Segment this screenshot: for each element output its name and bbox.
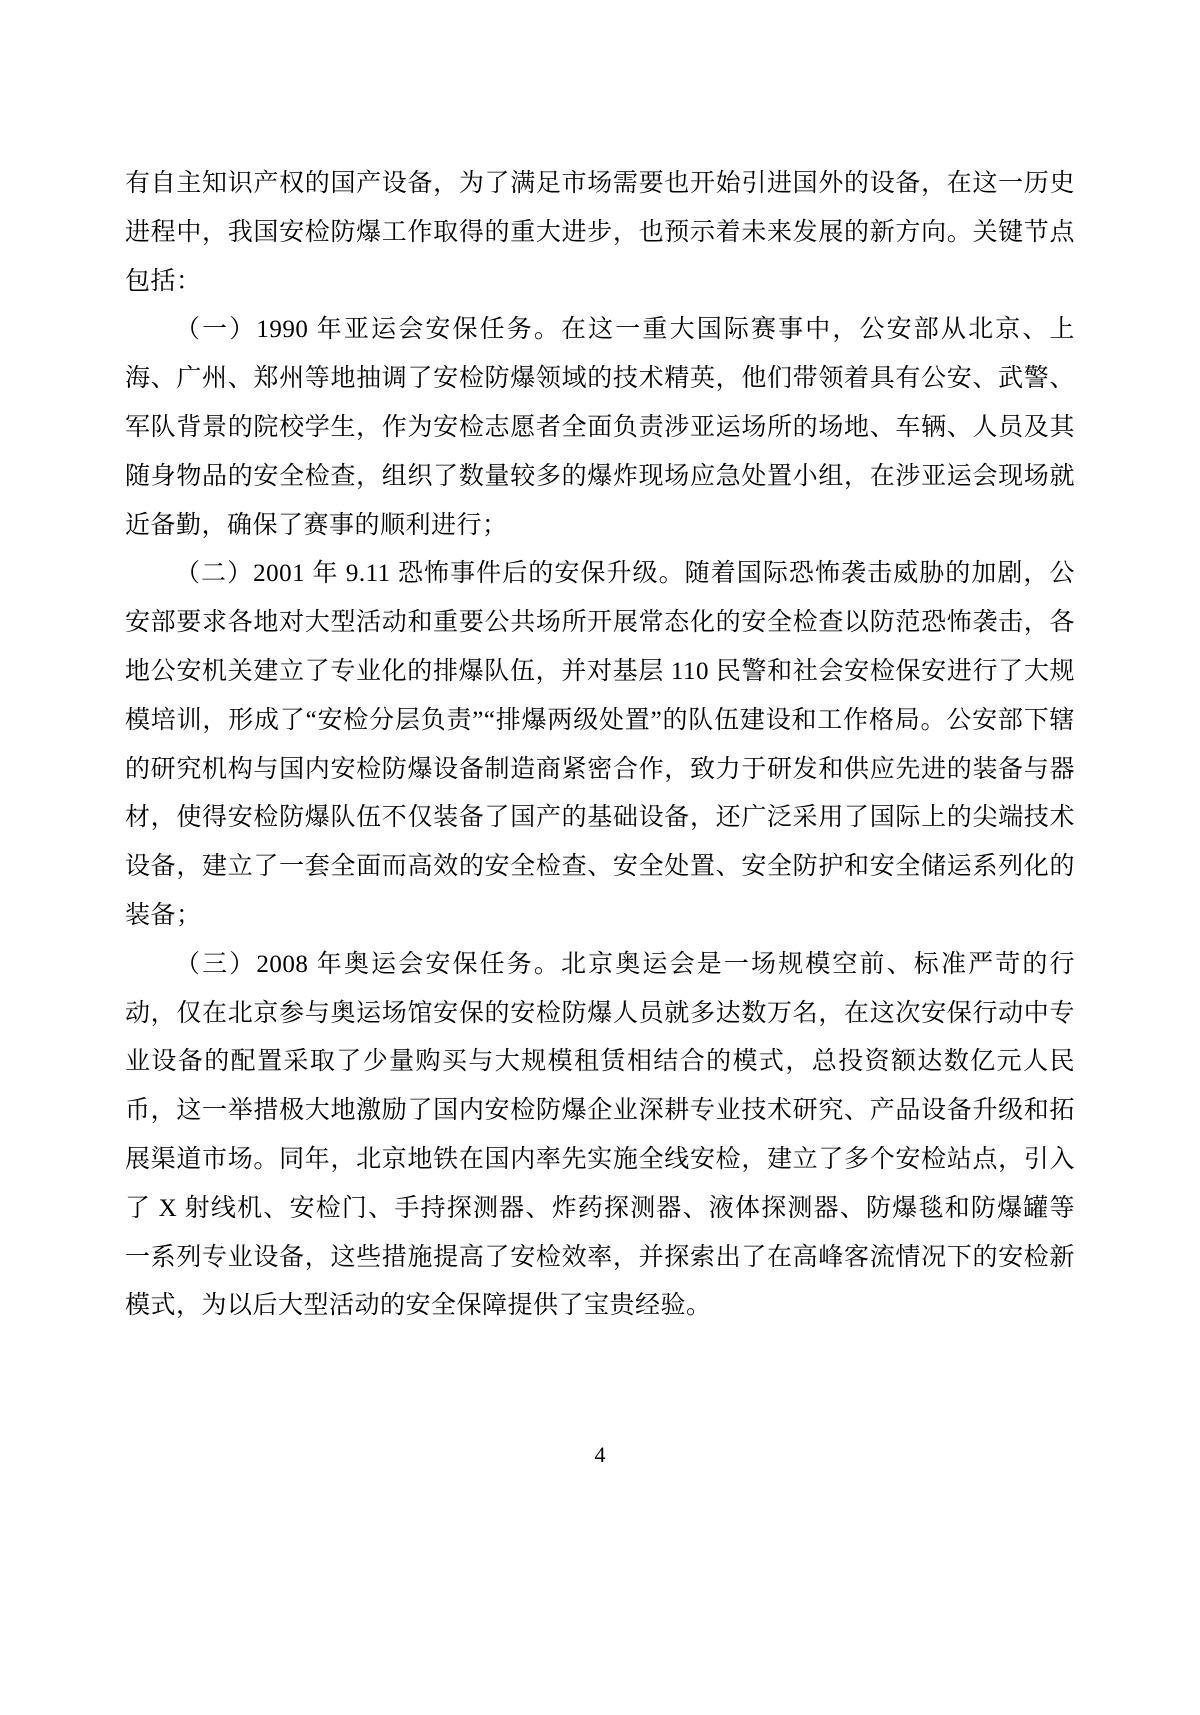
paragraph-item-3: （三）2008 年奥运会安保任务。北京奥运会是一场规模空前、标准严苛的行动，仅在北京参与奥运场馆安保的安检防爆人员就多达数万名，在这次安保行动中专业设备的配置采取了少量购买与大规模租赁相结合的模式，总投资额达数亿元人民币，这一举措极大地激励了国内安检防爆企业深耕专业技术研究、产品设备升级和拓展渠道市场。同年，北京地铁在国内率先实施全线安检，建立了多个安检站点，引入了 X 射线机、安检门、手持探测器、炸药探测器、液体探测器、防爆毯和防爆罐等一系列专业设备，这些措施提高了安检效率，并探索出了在高峰客流情况下的安检新模式，为以后大型活动的安全保障提供了宝贵经验。 — [125, 950, 1075, 1320]
paragraph-item-2: （二）2001 年 9.11 恐怖事件后的安保升级。随着国际恐怖袭击威胁的加剧，公安部要求各地对大型活动和重要公共场所开展常态化的安全检查以防范恐怖袭击，各地公安机关建立了专业化的排爆队伍，并对基层 110 民警和社会安检保安进行了大规模培训，形成了“安检分层负责”“排爆两级处置”的队伍建设和工作格局。公安部下辖的研究机构与国内安检防爆设备制造商紧密合作，致力于研发和供应先进的装备与器材，使得安检防爆队伍不仅装备了国产的基础设备，还广泛采用了国际上的尖端技术设备，建立了一套全面而高效的安全检查、安全处置、安全防护和安全储运系列化的装备； — [125, 560, 1075, 929]
document-body — [125, 160, 1075, 1331]
paragraph-continuation: 有自主知识产权的国产设备，为了满足市场需要也开始引进国外的设备，在这一历史进程中，我国安检防爆工作取得的重大进步，也预示着未来发展的新方向。关键节点包括： — [125, 170, 1075, 295]
page-number: 4 — [594, 1442, 606, 1467]
paragraph-item-1: （一）1990 年亚运会安保任务。在这一重大国际赛事中，公安部从北京、上海、广州、郑州等地抽调了安检防爆领域的技术精英，他们带领着具有公安、武警、军队背景的院校学生，作为安检志愿者全面负责涉亚运场所的场地、车辆、人员及其随身物品的安全检查，组织了数量较多的爆炸现场应急处置小组，在涉亚运会现场就近备勤，确保了赛事的顺利进行； — [125, 316, 1075, 539]
